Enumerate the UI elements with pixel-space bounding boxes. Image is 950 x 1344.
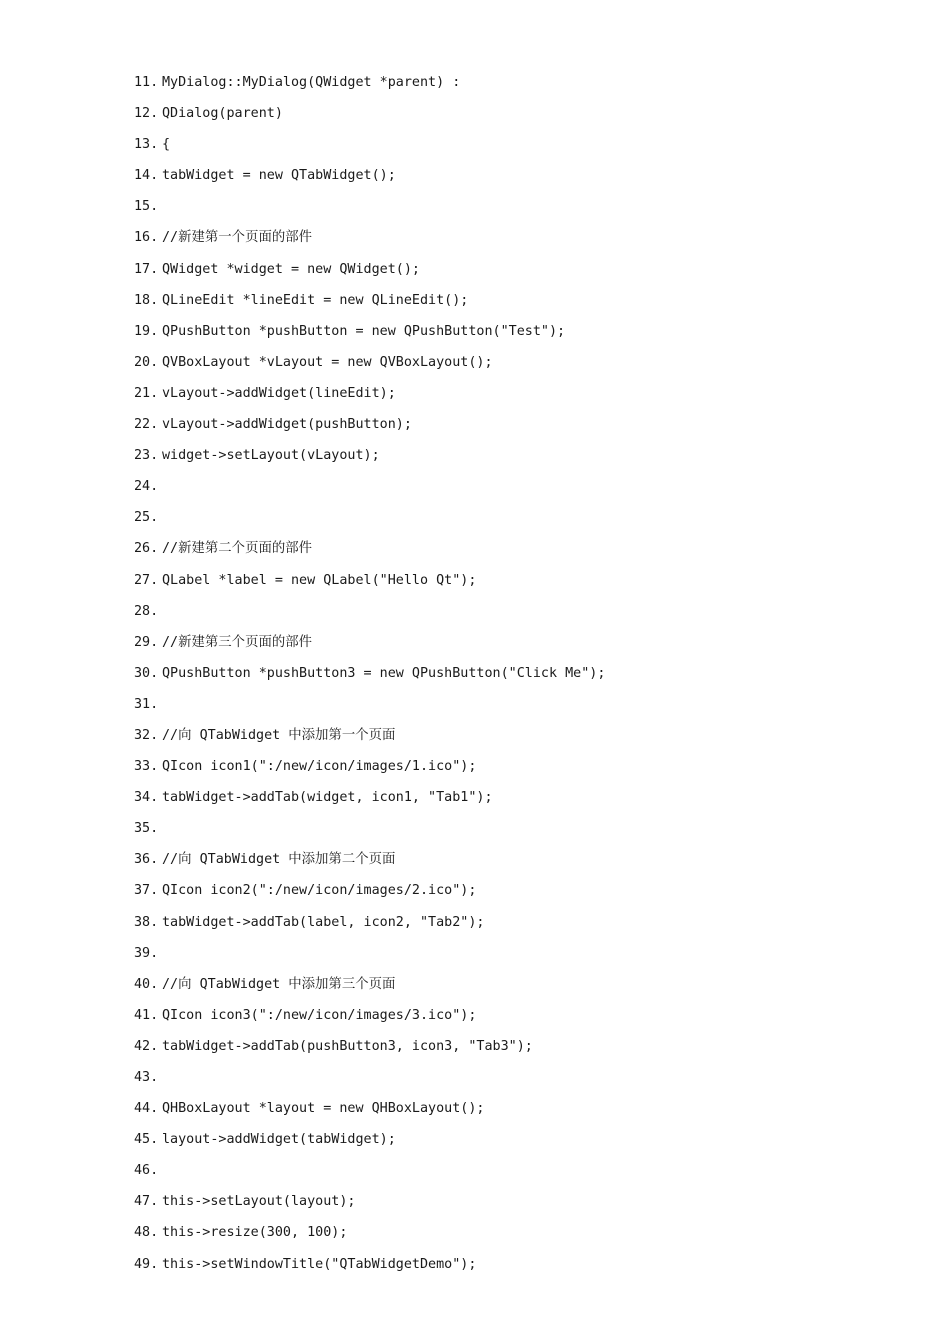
code-line [134, 1005, 605, 1036]
line-number: 20. [134, 354, 159, 370]
line-code-text: QIcon icon2(":/new/icon/images/2.ico"); [162, 883, 477, 899]
code-line [134, 1098, 605, 1129]
line-number: 48. [134, 1225, 159, 1241]
line-number: 17. [134, 261, 159, 277]
line-code-text: this->setLayout(layout); [162, 1194, 356, 1210]
line-number: 41. [134, 1007, 159, 1023]
code-line [134, 507, 605, 538]
line-code-text: tabWidget->addTab(pushButton3, icon3, "Tab3"); [162, 1038, 533, 1054]
line-code-text: tabWidget = new QTabWidget(); [162, 168, 396, 184]
line-code-text: tabWidget->addTab(label, icon2, "Tab2"); [162, 914, 485, 930]
line-code-text: QHBoxLayout *layout = new QHBoxLayout(); [162, 1101, 485, 1117]
line-code-text: QIcon icon3(":/new/icon/images/3.ico"); [162, 1007, 477, 1023]
code-line [134, 476, 605, 507]
line-code-text: this->setWindowTitle("QTabWidgetDemo"); [162, 1256, 477, 1272]
line-number: 31. [134, 696, 159, 712]
line-number: 40. [134, 976, 159, 992]
line-number: 24. [134, 479, 159, 495]
code-line [134, 787, 605, 818]
line-code-text: QPushButton *pushButton3 = new QPushButton("Click Me"); [162, 665, 606, 681]
code-line [134, 818, 605, 849]
code-line [134, 912, 605, 943]
line-number: 27. [134, 572, 159, 588]
line-code-text: QVBoxLayout *vLayout = new QVBoxLayout(); [162, 354, 493, 370]
code-line [134, 694, 605, 725]
line-number: 12. [134, 106, 159, 122]
code-line [134, 570, 605, 601]
line-number: 36. [134, 852, 159, 868]
code-line [134, 725, 605, 756]
line-number: 15. [134, 199, 159, 215]
line-code-text: //新建第一个页面的部件 [162, 230, 313, 246]
code-line [134, 352, 605, 383]
code-line [134, 259, 605, 290]
line-number: 18. [134, 292, 159, 308]
code-line [134, 1129, 605, 1160]
line-number: 45. [134, 1132, 159, 1148]
code-line [134, 1160, 605, 1191]
line-number: 16. [134, 230, 159, 246]
line-number: 47. [134, 1194, 159, 1210]
code-line [134, 880, 605, 911]
line-code-text: QWidget *widget = new QWidget(); [162, 261, 420, 277]
line-number: 23. [134, 448, 159, 464]
line-code-text: tabWidget->addTab(widget, icon1, "Tab1"); [162, 790, 493, 806]
code-line [134, 538, 605, 569]
line-number: 28. [134, 603, 159, 619]
code-line [134, 134, 605, 165]
code-line [134, 290, 605, 321]
line-number: 11. [134, 75, 159, 90]
line-number: 13. [134, 137, 159, 153]
line-number: 43. [134, 1070, 159, 1085]
line-code-text: //向 QTabWidget 中添加第一个页面 [162, 727, 396, 743]
code-line [134, 756, 605, 787]
code-line [134, 1191, 605, 1222]
code-line [134, 1036, 605, 1067]
line-number: 38. [134, 914, 159, 930]
line-number: 42. [134, 1038, 159, 1054]
code-line [134, 196, 605, 227]
line-code-text: layout->addWidget(tabWidget); [162, 1132, 396, 1148]
code-line [134, 1222, 605, 1253]
line-code-text: vLayout->addWidget(pushButton); [162, 417, 412, 433]
line-code-text: QIcon icon1(":/new/icon/images/1.ico"); [162, 759, 477, 775]
line-code-text: //新建第二个页面的部件 [162, 541, 313, 557]
code-line [134, 601, 605, 632]
line-code-text: vLayout->addWidget(lineEdit); [162, 385, 396, 401]
code-line [134, 414, 605, 445]
code-line [134, 103, 605, 134]
code-line [134, 1067, 605, 1098]
line-number: 35. [134, 821, 159, 837]
line-code-text: widget->setLayout(vLayout); [162, 448, 380, 464]
line-code-text: QDialog(parent) [162, 106, 283, 122]
code-line [134, 663, 605, 694]
line-number: 30. [134, 665, 159, 681]
line-code-text: MyDialog::MyDialog(QWidget *parent) : [162, 75, 461, 90]
line-number: 21. [134, 385, 159, 401]
line-code-text: //向 QTabWidget 中添加第二个页面 [162, 852, 396, 868]
line-number: 34. [134, 790, 159, 806]
line-number: 39. [134, 945, 159, 961]
line-number: 33. [134, 759, 159, 775]
line-code-text: //新建第三个页面的部件 [162, 634, 313, 650]
line-number: 22. [134, 417, 159, 433]
code-line [134, 943, 605, 974]
code-listing [134, 72, 605, 1285]
line-code-text: this->resize(300, 100); [162, 1225, 348, 1241]
line-code-text: { [162, 137, 171, 153]
code-line [134, 1254, 605, 1285]
line-number: 26. [134, 541, 159, 557]
line-number: 49. [134, 1256, 159, 1272]
line-code-text: QLineEdit *lineEdit = new QLineEdit(); [162, 292, 469, 308]
line-number: 32. [134, 727, 159, 743]
line-number: 25. [134, 510, 159, 526]
line-code-text: //向 QTabWidget 中添加第三个页面 [162, 976, 396, 992]
code-line [134, 165, 605, 196]
line-code-text: QLabel *label = new QLabel("Hello Qt"); [162, 572, 477, 588]
line-number: 19. [134, 323, 159, 339]
code-line [134, 974, 605, 1005]
code-line [134, 445, 605, 476]
line-number: 29. [134, 634, 159, 650]
code-line [134, 321, 605, 352]
code-line [134, 383, 605, 414]
line-number: 37. [134, 883, 159, 899]
code-line [134, 72, 605, 103]
code-line [134, 227, 605, 258]
line-number: 44. [134, 1101, 159, 1117]
line-number: 46. [134, 1163, 159, 1179]
code-line [134, 632, 605, 663]
line-number: 14. [134, 168, 159, 184]
code-line [134, 849, 605, 880]
line-code-text: QPushButton *pushButton = new QPushButton("Test"); [162, 323, 566, 339]
